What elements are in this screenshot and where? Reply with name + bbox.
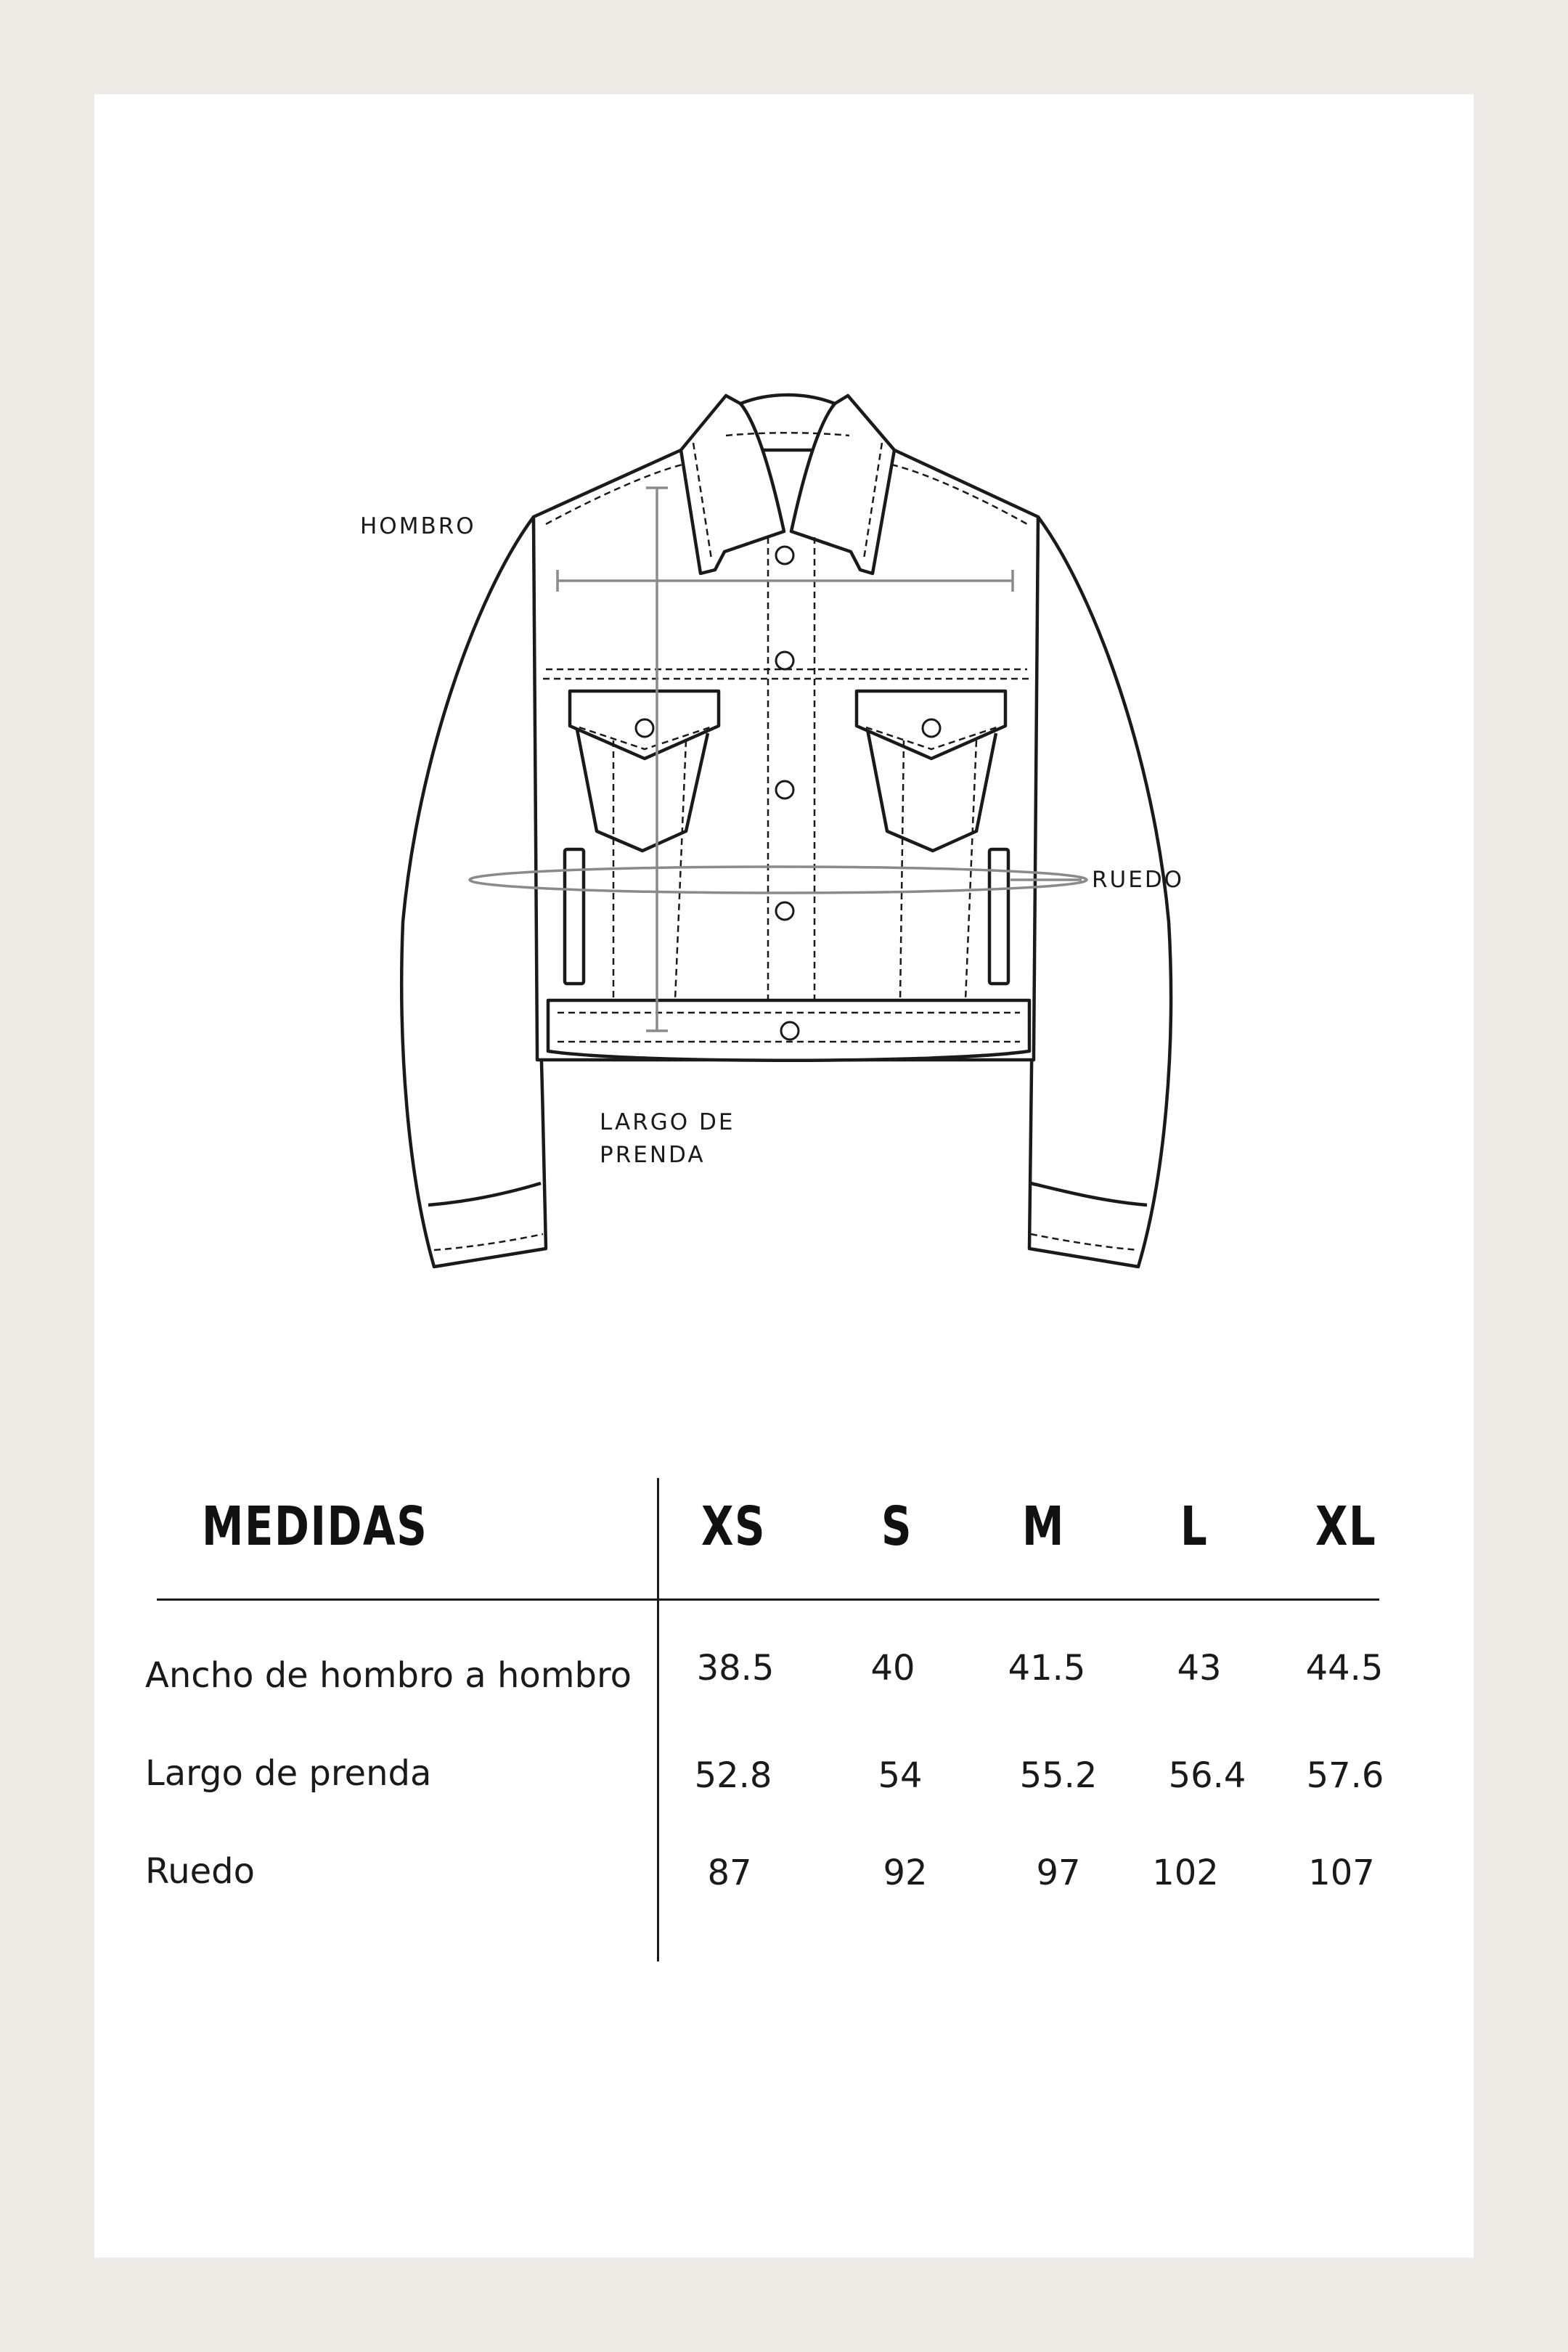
table-cell: 107 bbox=[1308, 1853, 1375, 1893]
table-header-rule bbox=[157, 1598, 1379, 1601]
size-header-xl: XL bbox=[1315, 1495, 1377, 1558]
length-label-line2: PRENDA bbox=[600, 1142, 706, 1168]
button bbox=[636, 719, 653, 737]
button bbox=[923, 719, 940, 737]
button bbox=[776, 902, 793, 920]
button bbox=[776, 547, 793, 564]
jacket-body bbox=[534, 450, 1038, 1060]
hem-label: RUEDO bbox=[1092, 867, 1185, 893]
button bbox=[776, 652, 793, 669]
table-column-rule bbox=[657, 1478, 659, 1961]
table-cell: 56.4 bbox=[1168, 1755, 1246, 1796]
table-cell: 87 bbox=[707, 1853, 752, 1893]
table-cell: 57.6 bbox=[1306, 1755, 1384, 1796]
table-cell: 55.2 bbox=[1019, 1755, 1098, 1796]
shoulder-label: HOMBRO bbox=[360, 513, 476, 539]
table-cell: 38.5 bbox=[696, 1648, 775, 1689]
table-cell: 97 bbox=[1036, 1853, 1081, 1893]
table-cell: 43 bbox=[1177, 1648, 1222, 1689]
table-cell: 52.8 bbox=[694, 1755, 772, 1796]
size-header-s: S bbox=[881, 1495, 913, 1558]
size-header-xs: XS bbox=[701, 1495, 767, 1558]
size-header-m: M bbox=[1022, 1495, 1065, 1558]
table-cell: 44.5 bbox=[1305, 1648, 1384, 1689]
row-label-shoulder-width: Ancho de hombro a hombro bbox=[145, 1655, 632, 1696]
table-cell: 92 bbox=[883, 1853, 928, 1893]
table-title: MEDIDAS bbox=[202, 1495, 428, 1558]
left-sleeve bbox=[401, 517, 546, 1267]
button bbox=[776, 781, 793, 799]
row-label-garment-length: Largo de prenda bbox=[145, 1753, 432, 1794]
size-header-l: L bbox=[1180, 1495, 1209, 1558]
button bbox=[781, 1022, 799, 1040]
row-label-hem: Ruedo bbox=[145, 1851, 255, 1892]
table-cell: 41.5 bbox=[1008, 1648, 1086, 1689]
table-cell: 40 bbox=[870, 1648, 915, 1689]
table-cell: 54 bbox=[878, 1755, 923, 1796]
table-cell: 102 bbox=[1152, 1853, 1219, 1893]
length-label-line1: LARGO DE bbox=[600, 1109, 735, 1135]
